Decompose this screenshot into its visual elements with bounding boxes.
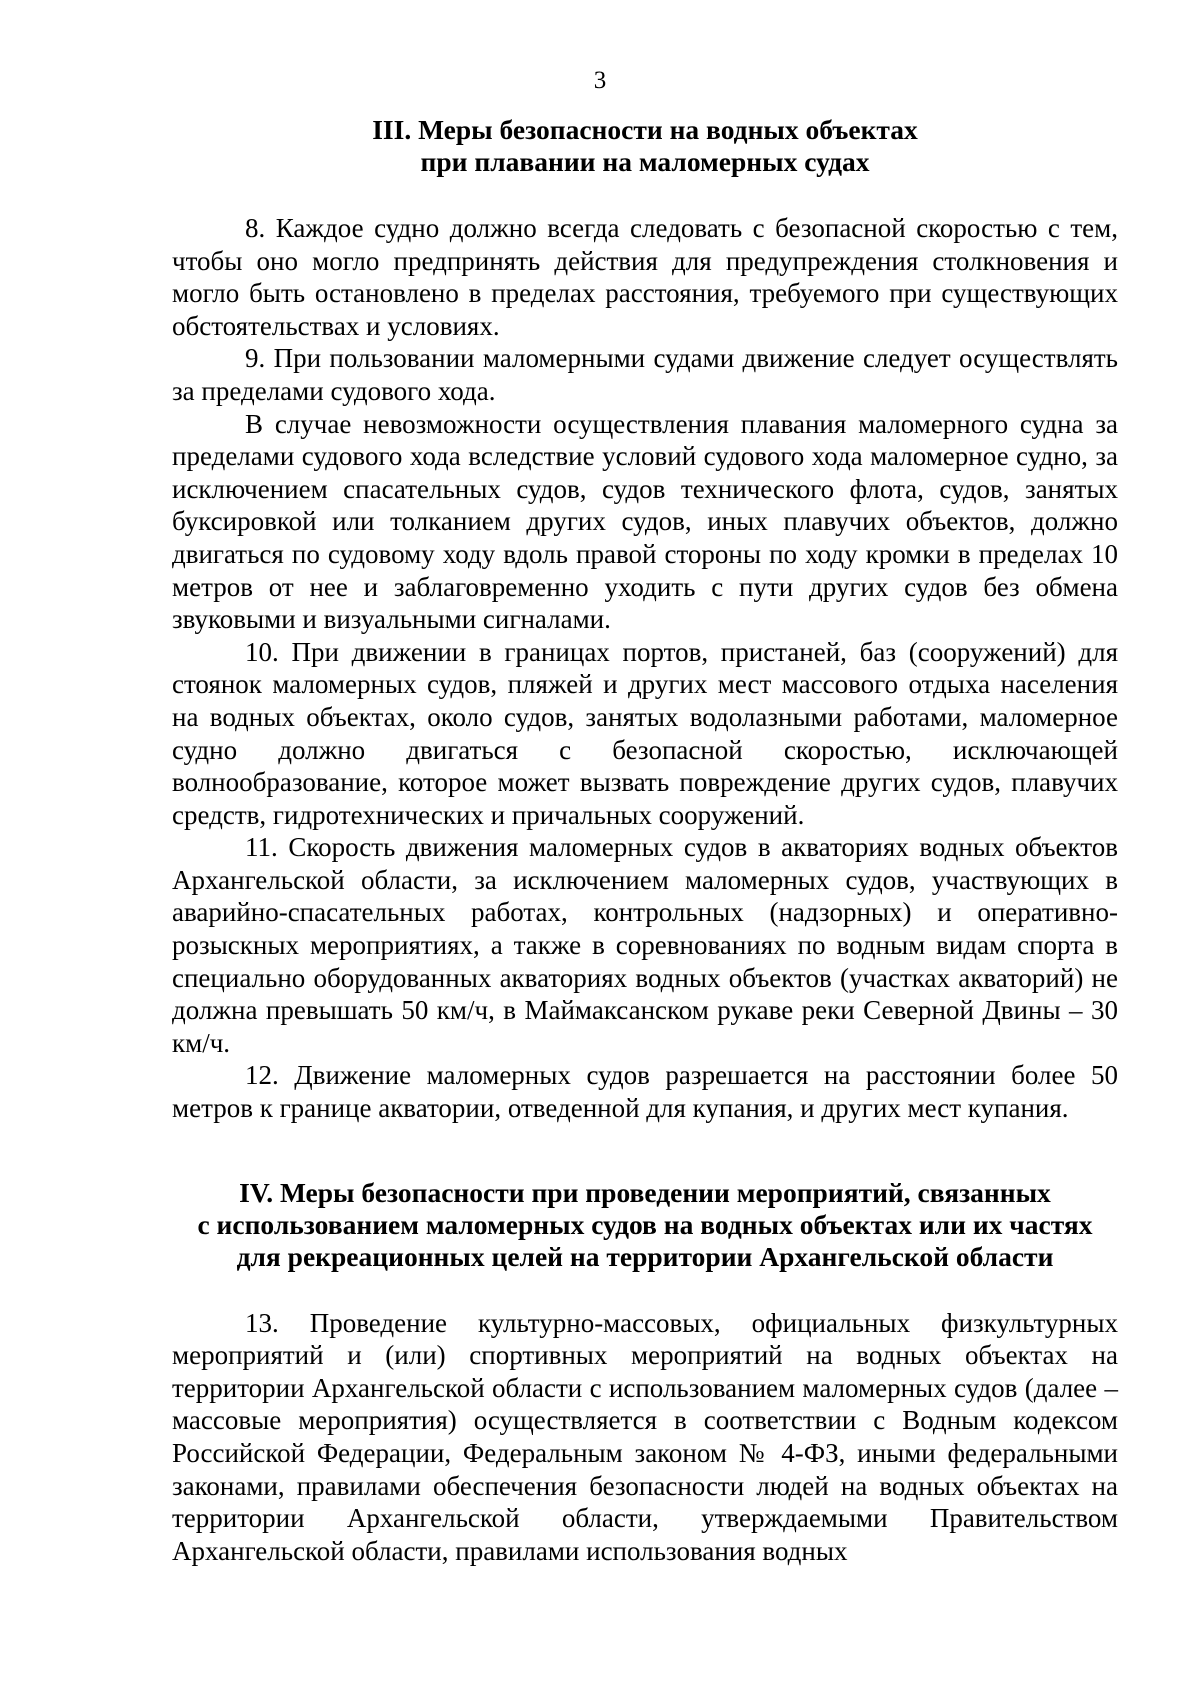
paragraph-11: 11. Скорость движения маломерных судов в акваториях водных объектов Архангельской области, за исключением маломерных судов, участвующих в аварийно-спасательных работах, контрольных (надзорных) и оперативно-розыскных мероприятиях, а также в соревнованиях по водным видам спорта в специально оборудованных акваториях водных объектов (участках акваторий) не должна превышать 50 км/ч, в Маймаксанском рукаве реки Северной Двины – 30 км/ч. — [172, 832, 1118, 1058]
section-3-heading-line-2: при плавании на маломерных судах — [420, 146, 870, 177]
section-4-heading — [172, 1177, 1118, 1273]
section-3-heading — [172, 114, 1118, 178]
paragraph-12: 12. Движение маломерных судов разрешается на расстоянии более 50 метров к границе акватории, отведенной для купания, и других мест купания. — [172, 1060, 1118, 1124]
section-4-heading-line-2: с использованием маломерных судов на водных объектах или их частях — [197, 1208, 1093, 1240]
paragraph-9: 9. При пользовании маломерными судами движение следует осуществлять за пределами судового хода. — [172, 343, 1118, 406]
section-4-heading-line-3: для рекреационных целей на территории Архангельской области — [236, 1240, 1054, 1272]
section-4-heading-line-1: IV. Меры безопасности при проведении мероприятий, связанных — [239, 1176, 1051, 1208]
page-number: 3 — [593, 67, 607, 94]
paragraph-8: 8. Каждое судно должно всегда следовать с безопасной скоростью с тем, чтобы оно могло предпринять действия для предупреждения столкновения и могло быть остановлено в пределах расстояния, требуемого при существующих обстоятельствах и условиях. — [172, 213, 1118, 341]
section-3-heading-line-1: III. Меры безопасности на водных объектах — [372, 114, 918, 145]
paragraph-10: 10. При движении в границах портов, пристаней, баз (сооружений) для стоянок маломерных судов, пляжей и других мест массового отдыха населения на водных объектах, около судов, занятых водолазными работами, маломерное судно должно двигаться с безопасной скоростью, исключающей волнообразование, которое может вызвать повреждение других судов, плавучих средств, гидротехнических и причальных сооружений. — [172, 636, 1118, 830]
paragraph-13: 13. Проведение культурно-массовых, официальных физкультурных мероприятий и (или) спортивных мероприятий на водных объектах на территории Архангельской области с использованием маломерных судов (далее – массовые мероприятия) осуществляется в соответствии с Водным кодексом Российской Федерации, Федеральным законом № 4-ФЗ, иными федеральными законами, правилами обеспечения безопасности людей на водных объектах на территории Архангельской области, утверждаемыми Правительством Архангельской области, правилами использования водных — [172, 1307, 1118, 1566]
document-body — [172, 114, 1118, 1567]
paragraph-9-continuation: В случае невозможности осуществления плавания маломерного судна за пределами судового хода вследствие условий судового хода маломерное судно, за исключением спасательных судов, судов технического флота, судов, занятых буксировкой или толканием других судов, иных плавучих объектов, должно двигаться по судовому ходу вдоль правой стороны по ходу кромки в пределах 10 метров от нее и заблаговременно уходить с пути других судов без обмена звуковыми и визуальными сигналами. — [172, 408, 1118, 635]
